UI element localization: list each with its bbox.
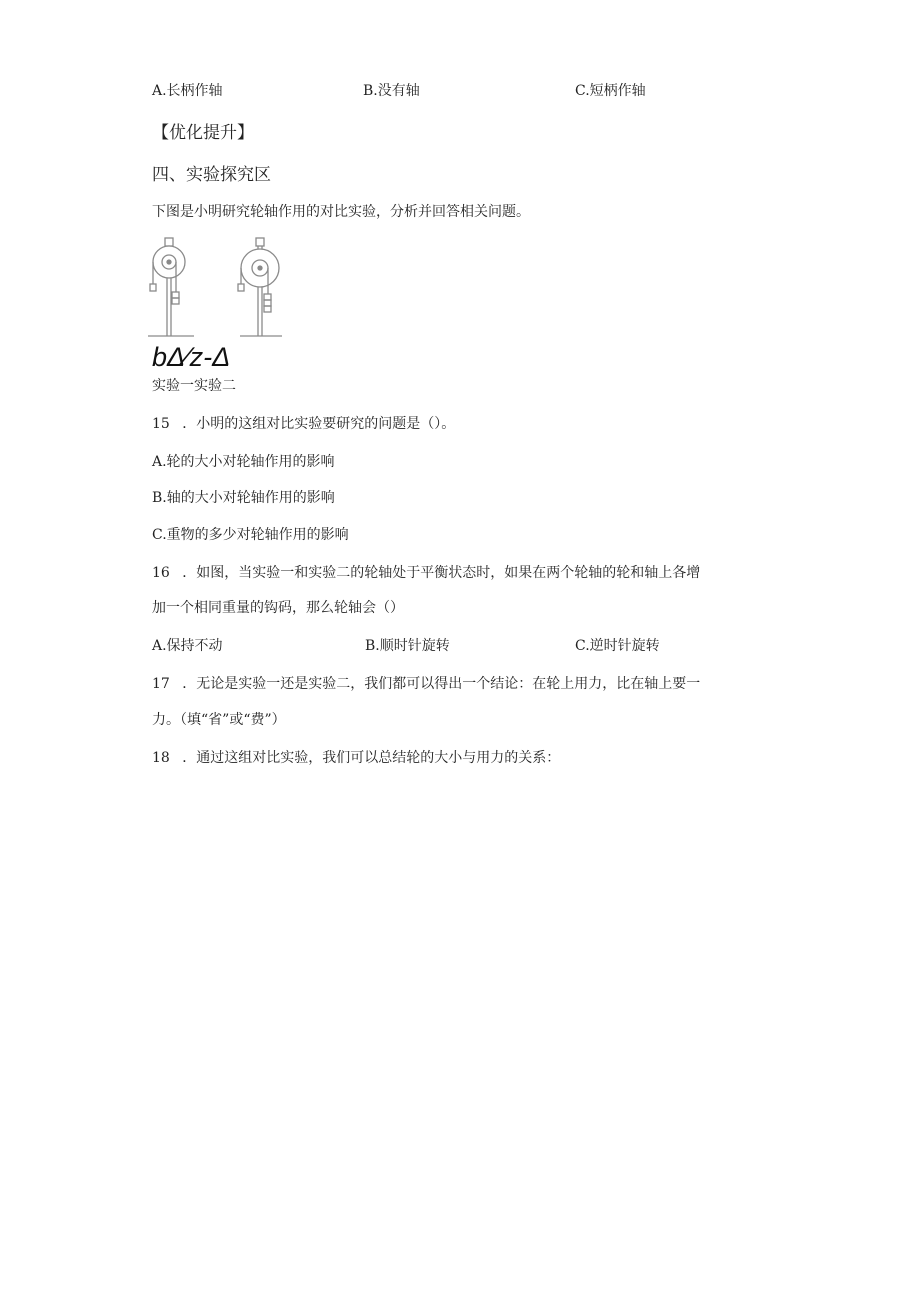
figure-caption: 实验一实验二 <box>152 378 236 394</box>
question-number: 17 <box>152 676 170 692</box>
question-15 <box>152 413 455 433</box>
question-17-line2: 力。（填“省”或“费”） <box>152 712 286 728</box>
question-17 <box>152 673 700 693</box>
question-number: 16 <box>152 565 170 581</box>
option-b: B.没有轴 <box>363 83 420 99</box>
q16-option-c: C.逆时针旋转 <box>575 638 660 654</box>
section-heading: 【优化提升】 <box>152 123 254 143</box>
q16-option-a: A.保持不动 <box>152 638 223 654</box>
experiment-one-apparatus <box>148 238 194 336</box>
q15-option-c: C.重物的多少对轮轴作用的影响 <box>152 527 349 543</box>
q16-option-b: B.顺时针旋转 <box>365 638 450 654</box>
question-text-line1: ．无论是实验一还是实验二，我们都可以得出一个结论：在轮上用力，比在轴上要一 <box>182 676 701 692</box>
question-text: ．小明的这组对比实验要研究的问题是（）。 <box>182 416 456 432</box>
q15-option-b: B.轴的大小对轮轴作用的影响 <box>152 490 335 506</box>
question-16 <box>152 562 700 582</box>
q15-option-a: A.轮的大小对轮轴作用的影响 <box>152 454 335 470</box>
figure-ocr-label: bΔ∕z-Δ <box>152 342 231 372</box>
question-text-line1: ．如图，当实验一和实验二的轮轴处于平衡状态时，如果在两个轮轴的轮和轴上各增 <box>182 565 701 581</box>
part-heading: 四、实验探究区 <box>152 165 271 185</box>
experiment-two-apparatus <box>238 238 282 336</box>
question-number: 18 <box>152 750 170 766</box>
option-a: A.长柄作轴 <box>152 83 223 99</box>
option-c: C.短柄作轴 <box>575 83 646 99</box>
question-18 <box>152 747 560 767</box>
intro-text: 下图是小明研究轮轴作用的对比实验，分析并回答相关问题。 <box>152 204 530 220</box>
wheel-axle-figure <box>148 236 288 340</box>
question-text: ．通过这组对比实验，我们可以总结轮的大小与用力的关系： <box>182 750 561 766</box>
question-16-line2: 加一个相同重量的钩码，那么轮轴会（） <box>152 600 404 616</box>
question-number: 15 <box>152 416 170 432</box>
